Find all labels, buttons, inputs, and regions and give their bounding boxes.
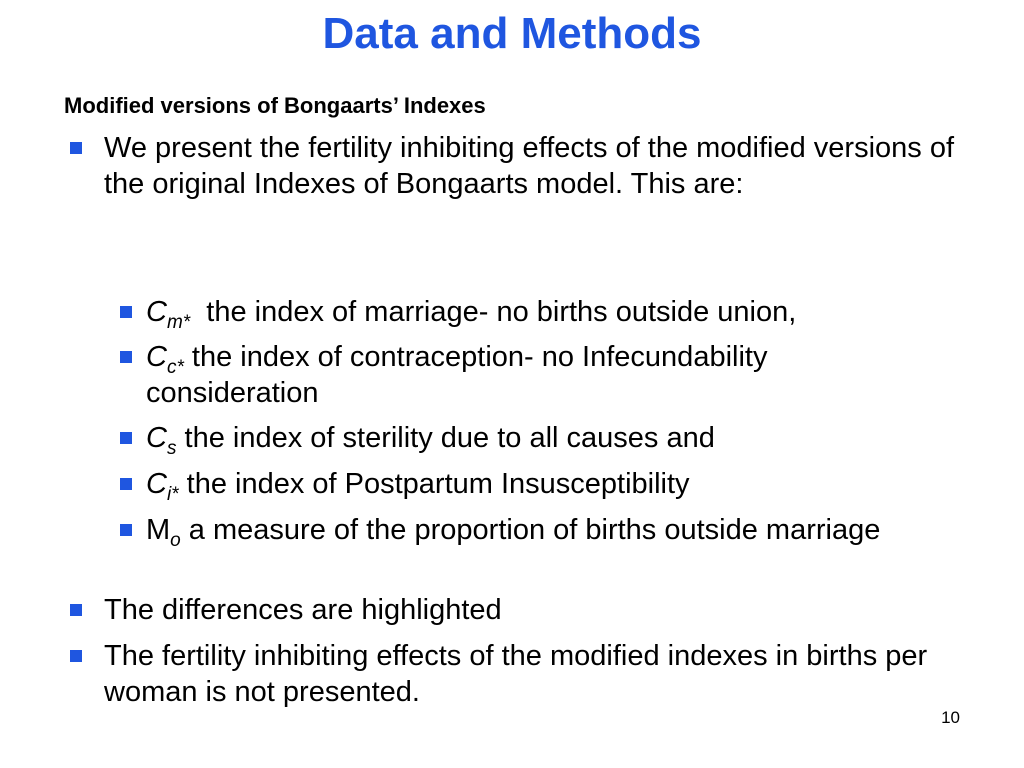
square-bullet-icon <box>70 604 82 616</box>
cc-text: the index of contraception- no Infecundability consideration <box>146 341 768 409</box>
slide-title: Data and Methods <box>322 9 702 58</box>
square-bullet-icon <box>70 650 82 662</box>
ci-text: the index of Postpartum Insusceptibility <box>178 468 690 500</box>
cm-symbol-subscript: m* <box>166 312 191 333</box>
ci-symbol <box>146 468 179 505</box>
list-item-differences <box>104 592 964 628</box>
list-item-cs <box>146 420 946 459</box>
section-subtitle: Modified versions of Bongaarts’ Indexes <box>64 93 486 118</box>
cs-text: the index of sterility due to all causes and <box>176 422 715 454</box>
cm-symbol <box>146 296 191 333</box>
square-bullet-icon <box>120 432 132 444</box>
list-item-cm <box>146 294 946 333</box>
list-item-cc <box>146 339 946 411</box>
differences-text: The differences are highlighted <box>104 594 502 626</box>
cs-symbol-subscript: s <box>166 438 177 459</box>
mo-text: a measure of the proportion of births outside marriage <box>180 514 881 546</box>
mo-symbol-letter: M <box>146 514 171 546</box>
cm-symbol-letter: C <box>146 296 167 328</box>
square-bullet-icon <box>70 142 82 154</box>
square-bullet-icon <box>120 524 132 536</box>
page-number: 10 <box>941 708 960 727</box>
mo-symbol-subscript: o <box>170 530 181 551</box>
list-item-intro <box>104 130 964 202</box>
list-item-ci <box>146 466 946 505</box>
square-bullet-icon <box>120 306 132 318</box>
cc-symbol-subscript: c* <box>166 357 184 378</box>
effects-text: The fertility inhibiting effects of the modified indexes in births per woman is not presented. <box>104 640 928 708</box>
cc-symbol-letter: C <box>146 341 167 373</box>
ci-symbol-subscript: i* <box>166 484 179 505</box>
list-item-mo <box>146 512 946 551</box>
square-bullet-icon <box>120 478 132 490</box>
cs-symbol <box>146 422 177 459</box>
cm-text: the index of marriage- no births outside union, <box>190 296 797 328</box>
intro-text: We present the fertility inhibiting effects of the modified versions of the original Indexes of Bongaarts model. This are: <box>104 132 955 200</box>
cs-symbol-letter: C <box>146 422 167 454</box>
list-item-effects <box>104 638 964 710</box>
square-bullet-icon <box>120 351 132 363</box>
cc-symbol <box>146 341 184 378</box>
mo-symbol <box>146 514 181 551</box>
ci-symbol-letter: C <box>146 468 167 500</box>
